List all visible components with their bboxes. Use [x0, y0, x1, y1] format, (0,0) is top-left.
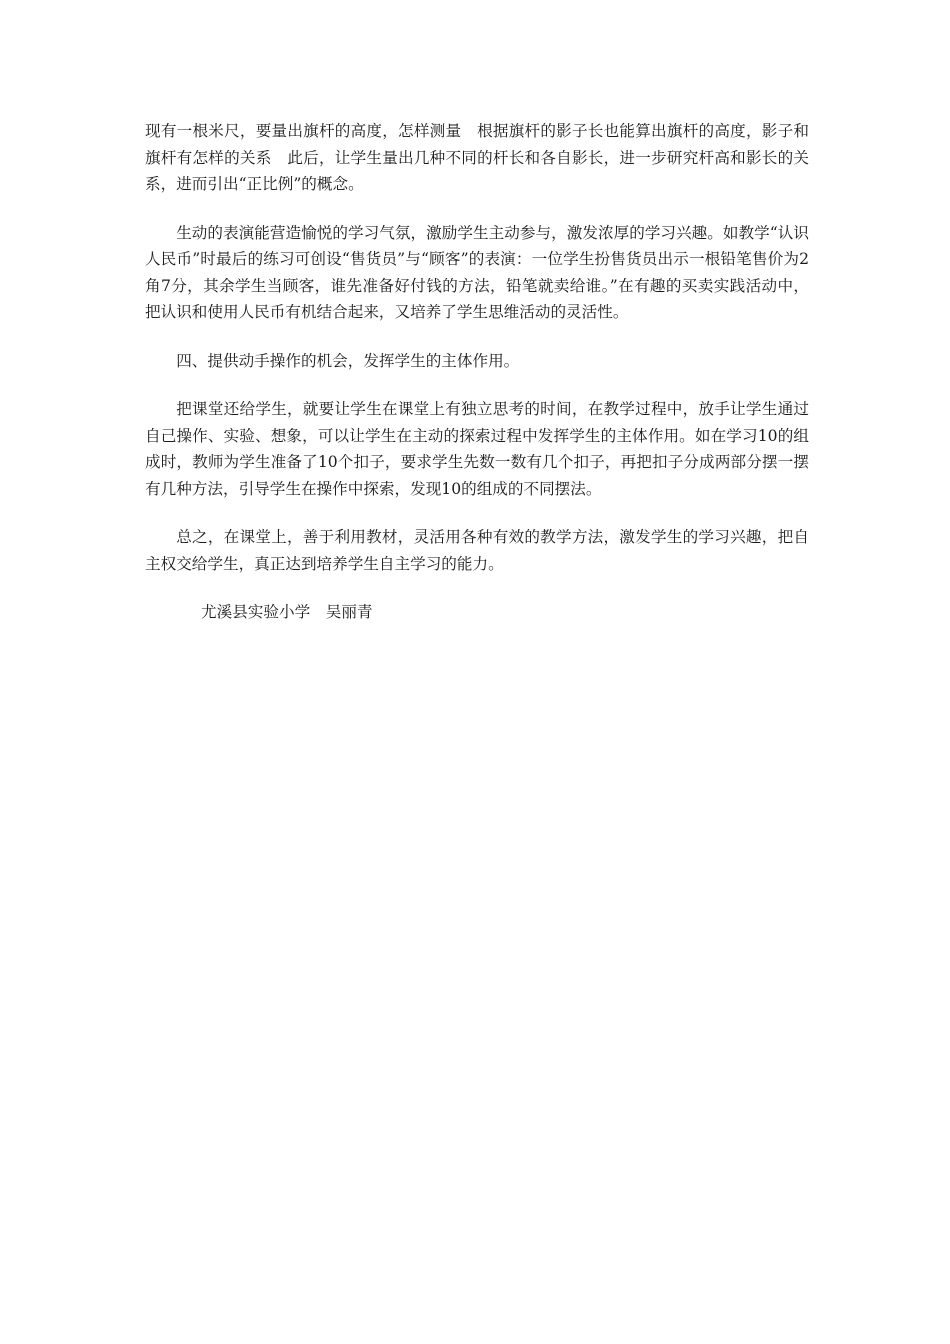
paragraph-role-play: 生动的表演能营造愉悦的学习气氛，激励学生主动参与，激发浓厚的学习兴趣。如教学“认识人民币”时最后的练习可创设“售货员”与“顾客”的表演：一位学生扮售货员出示一根铅笔售价为2角7分，其余学生当顾客，谁先准备好付钱的方法，铅笔就卖给谁。”在有趣的买卖实践活动中，把认识和使用人民币有机结合起来，又培养了学生思维活动的灵活性。 [145, 223, 809, 321]
paragraph-hands-on: 把课堂还给学生，就要让学生在课堂上有独立思考的时间，在教学过程中，放手让学生通过自己操作、实验、想象，可以让学生在主动的探索过程中发挥学生的主体作用。如在学习10的组成时，教师为学生准备了10个扣子，要求学生先数一数有几个扣子，再把扣子分成两部分摆一摆有几种方法，引导学生在操作中探索，发现10的组成的不同摆法。 [145, 400, 809, 498]
document-page [145, 118, 809, 626]
author-signature: 尤溪县实验小学 吴丽青 [201, 603, 373, 621]
section-heading-hands-on: 四、提供动手操作的机会，发挥学生的主体作用。 [176, 351, 520, 370]
paragraph-flagpole: 现有一根米尺，要量出旗杆的高度，怎样测量 根据旗杆的影子长也能算出旗杆的高度，影子和旗杆有怎样的关系 此后，让学生量出几种不同的杆长和各自影长，进一步研究杆高和影长的关系，进而引出“正比例”的概念。 [145, 122, 809, 193]
paragraph-conclusion: 总之，在课堂上，善于利用教材，灵活用各种有效的教学方法，激发学生的学习兴趣，把自主权交给学生，真正达到培养学生自主学习的能力。 [145, 528, 809, 573]
